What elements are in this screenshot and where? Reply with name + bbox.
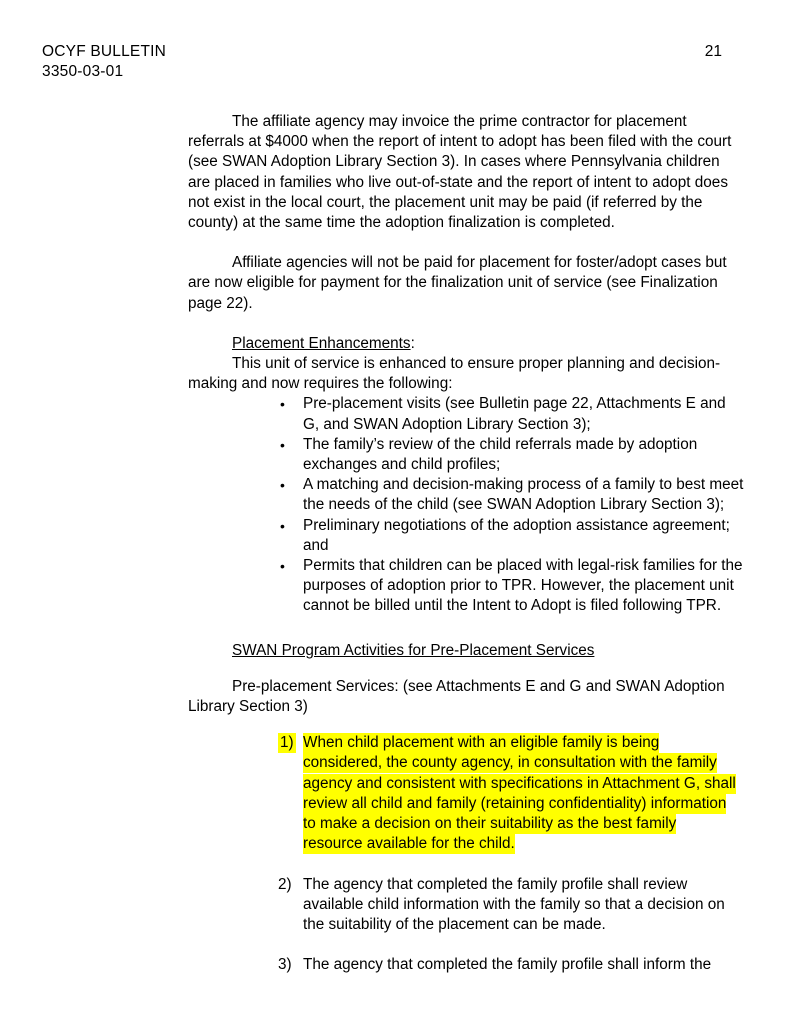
highlighted-line-text: agency and consistent with specifications in Attachment G, shall [303, 774, 736, 792]
page-number: 21 [704, 43, 722, 60]
heading-swan-program-activities [188, 641, 744, 661]
heading-placement-enhancements-colon: : [410, 334, 415, 352]
bullet-icon: • [280, 396, 285, 413]
list-item-highlighted [188, 733, 744, 854]
paragraph-spacer [188, 314, 744, 334]
highlighted-line [303, 794, 744, 814]
list-item [188, 516, 744, 556]
section-spacer [188, 617, 744, 641]
list-item [188, 435, 744, 475]
list-item-marker [278, 733, 296, 753]
header-top-row [42, 42, 722, 61]
heading-spacer [188, 661, 744, 677]
bullet-icon: • [280, 477, 285, 494]
bullet-icon: • [280, 558, 285, 575]
list-item-text: Preliminary negotiations of the adoption assistance agreement; and [303, 516, 730, 554]
paragraph-affiliate-agencies-payment: Affiliate agencies will not be paid for placement for foster/adopt cases but are now eligible for payment for the finalization unit of service (see Finalization page 22). [188, 254, 727, 312]
list-item-text: The agency that completed the family profile shall review available child information with the family so that a decision on the suitability of the placement can be made. [303, 875, 725, 933]
paragraph-invoice-placement-referrals: The affiliate agency may invoice the prime contractor for placement referrals at $4000 when the report of intent to adopt has been filed with the court (see SWAN Adoption Library Section 3). In cases where Pennsylvania children are placed in families who live out-of-state and the report of intent to adopt does not exist in the local court, the placement unit may be paid (if referred by the county) at the same time the adoption finalization is completed. [188, 113, 732, 232]
bulletin-number: 3350-03-01 [42, 63, 124, 80]
highlighted-line-text: When child placement with an eligible family is being [303, 734, 660, 752]
highlighted-line [303, 733, 744, 753]
swan-activities-intro: Pre-placement Services: (see Attachments E and G and SWAN Adoption Library Section 3) [188, 677, 725, 716]
list-item-marker: 3) [278, 956, 292, 974]
bullet-icon: • [280, 436, 285, 453]
bulletin-title: OCYF BULLETIN [42, 43, 167, 60]
bullet-icon: • [280, 517, 285, 534]
heading-placement-enhancements [188, 334, 744, 354]
list-item-text: The agency that completed the family profile shall inform the [303, 956, 712, 974]
heading-swan-program-activities-text: SWAN Program Activities for Pre-Placement Services [232, 641, 595, 659]
highlighted-line-text: considered, the county agency, in consultation with the family [303, 754, 717, 772]
list-spacer [188, 717, 744, 733]
list-item [188, 475, 744, 515]
list-item [188, 955, 744, 975]
placement-enhancements-bullet-list [188, 394, 744, 616]
list-item-text: Permits that children can be placed with legal-risk families for the purposes of adoption prior to TPR. However, the placement unit cannot be billed until the Intent to Adopt is filed following TPR. [303, 557, 743, 615]
list-item-text: The family’s review of the child referrals made by adoption exchanges and child profiles; [303, 435, 698, 474]
placement-enhancements-intro: This unit of service is enhanced to ensure proper planning and decision-making and now requires the following: [188, 355, 721, 393]
highlighted-line [303, 814, 744, 834]
list-item-marker-text: 1) [280, 734, 294, 752]
list-item [188, 875, 744, 936]
list-item-text [303, 733, 744, 854]
list-item [188, 394, 744, 434]
document-body [188, 112, 744, 975]
list-item-text: Pre-placement visits (see Bulletin page 22, Attachments E and G, and SWAN Adoption Library Section 3); [303, 395, 726, 433]
highlighted-line [303, 774, 744, 794]
highlighted-line [303, 753, 744, 773]
list-item [188, 556, 744, 617]
list-item-marker: 2) [278, 875, 292, 893]
heading-placement-enhancements-text: Placement Enhancements [232, 334, 411, 352]
highlighted-line-text: to make a decision on their suitability as the best family [303, 815, 677, 833]
swan-activities-numbered-list [188, 733, 744, 975]
page-header [42, 42, 722, 81]
paragraph-spacer [188, 233, 744, 253]
list-item-text: A matching and decision-making process of a family to best meet the needs of the child (see SWAN Adoption Library Section 3); [303, 476, 744, 514]
highlighted-line-text: resource available for the child. [303, 835, 515, 853]
highlighted-line-text: review all child and family (retaining confidentiality) information [303, 794, 727, 812]
highlighted-line [303, 834, 744, 854]
